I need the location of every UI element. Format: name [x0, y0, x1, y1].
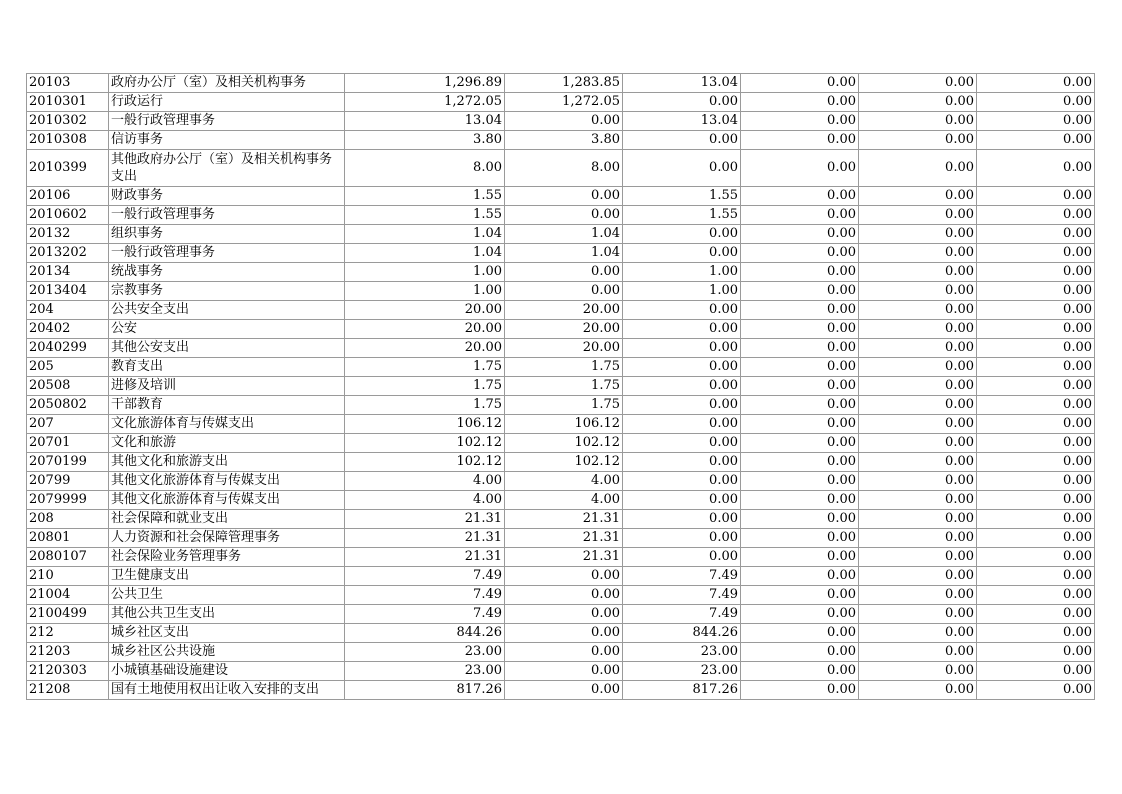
- cell-amount-2: 1,283.85: [505, 74, 623, 93]
- cell-amount-6: 0.00: [977, 112, 1095, 131]
- cell-amount-5: 0.00: [859, 605, 977, 624]
- cell-amount-6: 0.00: [977, 225, 1095, 244]
- cell-amount-5: 0.00: [859, 320, 977, 339]
- cell-name: 行政运行: [109, 93, 345, 112]
- budget-table: [26, 73, 1095, 700]
- cell-amount-2: 1.75: [505, 377, 623, 396]
- cell-code: 2013404: [27, 282, 109, 301]
- cell-amount-1: 1.75: [345, 377, 505, 396]
- cell-code: 21203: [27, 643, 109, 662]
- cell-name: 教育支出: [109, 358, 345, 377]
- cell-name: 社会保险业务管理事务: [109, 548, 345, 567]
- cell-amount-1: 7.49: [345, 586, 505, 605]
- cell-amount-2: 0.00: [505, 567, 623, 586]
- table-row: [27, 150, 1095, 187]
- cell-amount-3: 0.00: [623, 377, 741, 396]
- cell-amount-5: 0.00: [859, 624, 977, 643]
- cell-amount-3: 23.00: [623, 662, 741, 681]
- cell-amount-1: 8.00: [345, 150, 505, 187]
- cell-code: 21208: [27, 681, 109, 700]
- cell-name: 其他政府办公厅（室）及相关机构事务支出: [109, 150, 345, 187]
- cell-amount-3: 0.00: [623, 358, 741, 377]
- cell-code: 2080107: [27, 548, 109, 567]
- table-row: [27, 472, 1095, 491]
- cell-code: 20799: [27, 472, 109, 491]
- cell-amount-6: 0.00: [977, 358, 1095, 377]
- cell-amount-1: 4.00: [345, 491, 505, 510]
- table-row: [27, 263, 1095, 282]
- cell-amount-3: 7.49: [623, 605, 741, 624]
- cell-amount-3: 0.00: [623, 415, 741, 434]
- cell-amount-2: 8.00: [505, 150, 623, 187]
- cell-amount-5: 0.00: [859, 263, 977, 282]
- cell-amount-4: 0.00: [741, 225, 859, 244]
- cell-name: 信访事务: [109, 131, 345, 150]
- cell-amount-1: 106.12: [345, 415, 505, 434]
- cell-amount-2: 21.31: [505, 510, 623, 529]
- cell-amount-1: 21.31: [345, 510, 505, 529]
- cell-amount-4: 0.00: [741, 112, 859, 131]
- cell-amount-4: 0.00: [741, 263, 859, 282]
- cell-amount-1: 1.00: [345, 263, 505, 282]
- table-row: [27, 434, 1095, 453]
- cell-code: 2079999: [27, 491, 109, 510]
- table-row: [27, 282, 1095, 301]
- cell-name: 国有土地使用权出让收入安排的支出: [109, 681, 345, 700]
- cell-amount-6: 0.00: [977, 681, 1095, 700]
- table-row: [27, 244, 1095, 263]
- cell-amount-4: 0.00: [741, 74, 859, 93]
- cell-amount-4: 0.00: [741, 282, 859, 301]
- cell-code: 207: [27, 415, 109, 434]
- cell-amount-2: 0.00: [505, 662, 623, 681]
- cell-amount-3: 0.00: [623, 150, 741, 187]
- cell-amount-6: 0.00: [977, 586, 1095, 605]
- cell-amount-2: 21.31: [505, 529, 623, 548]
- cell-amount-1: 13.04: [345, 112, 505, 131]
- cell-amount-6: 0.00: [977, 434, 1095, 453]
- cell-amount-4: 0.00: [741, 244, 859, 263]
- cell-amount-1: 3.80: [345, 131, 505, 150]
- cell-amount-4: 0.00: [741, 415, 859, 434]
- cell-amount-4: 0.00: [741, 339, 859, 358]
- cell-amount-1: 1.75: [345, 358, 505, 377]
- cell-amount-3: 0.00: [623, 548, 741, 567]
- cell-amount-4: 0.00: [741, 510, 859, 529]
- cell-amount-1: 1.75: [345, 396, 505, 415]
- cell-code: 205: [27, 358, 109, 377]
- cell-amount-6: 0.00: [977, 187, 1095, 206]
- cell-amount-6: 0.00: [977, 282, 1095, 301]
- cell-code: 2010308: [27, 131, 109, 150]
- cell-name: 人力资源和社会保障管理事务: [109, 529, 345, 548]
- cell-amount-1: 102.12: [345, 434, 505, 453]
- cell-amount-2: 0.00: [505, 643, 623, 662]
- cell-amount-5: 0.00: [859, 453, 977, 472]
- cell-amount-2: 0.00: [505, 624, 623, 643]
- cell-name: 小城镇基础设施建设: [109, 662, 345, 681]
- cell-amount-3: 13.04: [623, 74, 741, 93]
- cell-amount-5: 0.00: [859, 377, 977, 396]
- cell-amount-1: 7.49: [345, 567, 505, 586]
- table-row: [27, 548, 1095, 567]
- table-row: [27, 93, 1095, 112]
- cell-amount-5: 0.00: [859, 472, 977, 491]
- cell-amount-5: 0.00: [859, 339, 977, 358]
- cell-amount-5: 0.00: [859, 510, 977, 529]
- cell-code: 208: [27, 510, 109, 529]
- cell-amount-6: 0.00: [977, 244, 1095, 263]
- cell-amount-6: 0.00: [977, 131, 1095, 150]
- cell-name: 文化旅游体育与传媒支出: [109, 415, 345, 434]
- cell-amount-6: 0.00: [977, 74, 1095, 93]
- cell-amount-4: 0.00: [741, 320, 859, 339]
- cell-amount-5: 0.00: [859, 93, 977, 112]
- cell-amount-1: 817.26: [345, 681, 505, 700]
- cell-amount-5: 0.00: [859, 131, 977, 150]
- cell-amount-3: 0.00: [623, 320, 741, 339]
- cell-code: 20801: [27, 529, 109, 548]
- table-row: [27, 643, 1095, 662]
- cell-amount-4: 0.00: [741, 301, 859, 320]
- cell-amount-3: 0.00: [623, 434, 741, 453]
- cell-amount-1: 23.00: [345, 662, 505, 681]
- cell-name: 城乡社区支出: [109, 624, 345, 643]
- cell-amount-2: 0.00: [505, 263, 623, 282]
- table-row: [27, 586, 1095, 605]
- cell-amount-5: 0.00: [859, 643, 977, 662]
- cell-amount-4: 0.00: [741, 643, 859, 662]
- cell-amount-5: 0.00: [859, 225, 977, 244]
- cell-amount-6: 0.00: [977, 662, 1095, 681]
- cell-code: 2070199: [27, 453, 109, 472]
- cell-amount-5: 0.00: [859, 491, 977, 510]
- cell-amount-6: 0.00: [977, 529, 1095, 548]
- cell-amount-5: 0.00: [859, 150, 977, 187]
- cell-amount-6: 0.00: [977, 510, 1095, 529]
- cell-name: 宗教事务: [109, 282, 345, 301]
- table-row: [27, 301, 1095, 320]
- cell-amount-5: 0.00: [859, 415, 977, 434]
- cell-amount-4: 0.00: [741, 624, 859, 643]
- cell-code: 210: [27, 567, 109, 586]
- cell-code: 20106: [27, 187, 109, 206]
- cell-amount-1: 1.04: [345, 244, 505, 263]
- table-row: [27, 320, 1095, 339]
- cell-amount-1: 102.12: [345, 453, 505, 472]
- cell-amount-6: 0.00: [977, 150, 1095, 187]
- cell-amount-4: 0.00: [741, 131, 859, 150]
- cell-name: 公安: [109, 320, 345, 339]
- cell-amount-2: 1.75: [505, 396, 623, 415]
- cell-name: 其他公共卫生支出: [109, 605, 345, 624]
- cell-name: 公共卫生: [109, 586, 345, 605]
- cell-amount-4: 0.00: [741, 586, 859, 605]
- cell-amount-3: 7.49: [623, 567, 741, 586]
- cell-amount-3: 0.00: [623, 453, 741, 472]
- cell-amount-2: 102.12: [505, 434, 623, 453]
- cell-amount-5: 0.00: [859, 396, 977, 415]
- cell-name: 其他文化旅游体育与传媒支出: [109, 472, 345, 491]
- cell-amount-2: 20.00: [505, 301, 623, 320]
- cell-amount-5: 0.00: [859, 301, 977, 320]
- cell-amount-4: 0.00: [741, 529, 859, 548]
- cell-amount-3: 1.55: [623, 187, 741, 206]
- cell-amount-1: 1.55: [345, 187, 505, 206]
- cell-amount-6: 0.00: [977, 491, 1095, 510]
- cell-amount-2: 0.00: [505, 681, 623, 700]
- cell-amount-6: 0.00: [977, 339, 1095, 358]
- cell-name: 政府办公厅（室）及相关机构事务: [109, 74, 345, 93]
- cell-code: 212: [27, 624, 109, 643]
- cell-name: 一般行政管理事务: [109, 206, 345, 225]
- cell-amount-3: 0.00: [623, 491, 741, 510]
- cell-amount-3: 817.26: [623, 681, 741, 700]
- cell-code: 204: [27, 301, 109, 320]
- cell-amount-4: 0.00: [741, 206, 859, 225]
- cell-amount-3: 23.00: [623, 643, 741, 662]
- table-row: [27, 453, 1095, 472]
- table-row: [27, 131, 1095, 150]
- cell-name: 进修及培训: [109, 377, 345, 396]
- cell-amount-6: 0.00: [977, 548, 1095, 567]
- cell-name: 文化和旅游: [109, 434, 345, 453]
- cell-amount-2: 1.04: [505, 244, 623, 263]
- cell-amount-6: 0.00: [977, 396, 1095, 415]
- cell-code: 2013202: [27, 244, 109, 263]
- cell-amount-6: 0.00: [977, 472, 1095, 491]
- cell-amount-3: 844.26: [623, 624, 741, 643]
- cell-amount-5: 0.00: [859, 529, 977, 548]
- cell-code: 2010301: [27, 93, 109, 112]
- table-row: [27, 529, 1095, 548]
- cell-name: 干部教育: [109, 396, 345, 415]
- table-row: [27, 187, 1095, 206]
- cell-amount-6: 0.00: [977, 624, 1095, 643]
- cell-amount-3: 1.00: [623, 282, 741, 301]
- table-row: [27, 112, 1095, 131]
- cell-amount-1: 20.00: [345, 339, 505, 358]
- table-row: [27, 567, 1095, 586]
- table-row: [27, 396, 1095, 415]
- cell-amount-6: 0.00: [977, 415, 1095, 434]
- cell-amount-3: 13.04: [623, 112, 741, 131]
- cell-amount-6: 0.00: [977, 643, 1095, 662]
- cell-amount-2: 0.00: [505, 206, 623, 225]
- cell-code: 2010602: [27, 206, 109, 225]
- cell-amount-1: 4.00: [345, 472, 505, 491]
- cell-amount-5: 0.00: [859, 187, 977, 206]
- cell-name: 一般行政管理事务: [109, 244, 345, 263]
- cell-amount-1: 844.26: [345, 624, 505, 643]
- cell-code: 2010399: [27, 150, 109, 187]
- cell-amount-3: 0.00: [623, 396, 741, 415]
- cell-name: 社会保障和就业支出: [109, 510, 345, 529]
- cell-amount-2: 20.00: [505, 320, 623, 339]
- cell-amount-5: 0.00: [859, 567, 977, 586]
- cell-name: 组织事务: [109, 225, 345, 244]
- cell-amount-4: 0.00: [741, 491, 859, 510]
- cell-amount-2: 0.00: [505, 112, 623, 131]
- cell-code: 20103: [27, 74, 109, 93]
- cell-amount-6: 0.00: [977, 263, 1095, 282]
- cell-code: 21004: [27, 586, 109, 605]
- cell-amount-1: 20.00: [345, 320, 505, 339]
- cell-amount-3: 0.00: [623, 472, 741, 491]
- cell-name: 公共安全支出: [109, 301, 345, 320]
- cell-amount-3: 0.00: [623, 225, 741, 244]
- cell-amount-4: 0.00: [741, 187, 859, 206]
- table-row: [27, 491, 1095, 510]
- cell-amount-4: 0.00: [741, 358, 859, 377]
- cell-name: 一般行政管理事务: [109, 112, 345, 131]
- cell-amount-2: 1.04: [505, 225, 623, 244]
- table-row: [27, 339, 1095, 358]
- cell-amount-3: 0.00: [623, 131, 741, 150]
- cell-amount-6: 0.00: [977, 206, 1095, 225]
- cell-code: 2010302: [27, 112, 109, 131]
- cell-code: 2120303: [27, 662, 109, 681]
- cell-amount-2: 4.00: [505, 491, 623, 510]
- cell-amount-5: 0.00: [859, 662, 977, 681]
- table-row: [27, 510, 1095, 529]
- cell-amount-2: 102.12: [505, 453, 623, 472]
- cell-amount-5: 0.00: [859, 681, 977, 700]
- cell-amount-3: 0.00: [623, 244, 741, 263]
- cell-amount-1: 20.00: [345, 301, 505, 320]
- cell-amount-5: 0.00: [859, 434, 977, 453]
- cell-amount-1: 1.55: [345, 206, 505, 225]
- cell-code: 2040299: [27, 339, 109, 358]
- cell-amount-4: 0.00: [741, 453, 859, 472]
- cell-amount-4: 0.00: [741, 605, 859, 624]
- table-row: [27, 206, 1095, 225]
- cell-amount-1: 1,296.89: [345, 74, 505, 93]
- cell-amount-2: 106.12: [505, 415, 623, 434]
- table-row: [27, 662, 1095, 681]
- cell-amount-2: 0.00: [505, 282, 623, 301]
- cell-amount-3: 0.00: [623, 339, 741, 358]
- cell-amount-6: 0.00: [977, 320, 1095, 339]
- cell-code: 2050802: [27, 396, 109, 415]
- cell-code: 20132: [27, 225, 109, 244]
- cell-amount-4: 0.00: [741, 434, 859, 453]
- cell-code: 20134: [27, 263, 109, 282]
- cell-amount-4: 0.00: [741, 662, 859, 681]
- table-row: [27, 225, 1095, 244]
- cell-amount-1: 7.49: [345, 605, 505, 624]
- cell-amount-5: 0.00: [859, 358, 977, 377]
- cell-amount-1: 1.00: [345, 282, 505, 301]
- table-row: [27, 74, 1095, 93]
- cell-amount-4: 0.00: [741, 150, 859, 187]
- cell-amount-3: 1.00: [623, 263, 741, 282]
- cell-name: 财政事务: [109, 187, 345, 206]
- cell-amount-3: 0.00: [623, 93, 741, 112]
- cell-amount-6: 0.00: [977, 605, 1095, 624]
- cell-amount-6: 0.00: [977, 377, 1095, 396]
- cell-amount-6: 0.00: [977, 567, 1095, 586]
- table-row: [27, 624, 1095, 643]
- cell-amount-3: 0.00: [623, 510, 741, 529]
- cell-code: 2100499: [27, 605, 109, 624]
- table-row: [27, 415, 1095, 434]
- cell-amount-5: 0.00: [859, 282, 977, 301]
- cell-amount-6: 0.00: [977, 301, 1095, 320]
- cell-amount-5: 0.00: [859, 206, 977, 225]
- cell-amount-2: 0.00: [505, 187, 623, 206]
- cell-amount-5: 0.00: [859, 112, 977, 131]
- cell-amount-2: 4.00: [505, 472, 623, 491]
- cell-amount-4: 0.00: [741, 567, 859, 586]
- table-row: [27, 605, 1095, 624]
- cell-amount-6: 0.00: [977, 93, 1095, 112]
- cell-amount-3: 0.00: [623, 301, 741, 320]
- cell-amount-1: 1,272.05: [345, 93, 505, 112]
- cell-amount-3: 1.55: [623, 206, 741, 225]
- cell-name: 卫生健康支出: [109, 567, 345, 586]
- cell-amount-4: 0.00: [741, 396, 859, 415]
- cell-amount-1: 21.31: [345, 529, 505, 548]
- cell-amount-2: 0.00: [505, 605, 623, 624]
- cell-amount-5: 0.00: [859, 586, 977, 605]
- cell-code: 20701: [27, 434, 109, 453]
- cell-amount-4: 0.00: [741, 377, 859, 396]
- cell-amount-2: 3.80: [505, 131, 623, 150]
- table-row: [27, 377, 1095, 396]
- cell-amount-2: 0.00: [505, 586, 623, 605]
- cell-name: 城乡社区公共设施: [109, 643, 345, 662]
- table-row: [27, 681, 1095, 700]
- cell-name: 其他文化旅游体育与传媒支出: [109, 491, 345, 510]
- cell-code: 20508: [27, 377, 109, 396]
- cell-name: 其他文化和旅游支出: [109, 453, 345, 472]
- table-body: [27, 74, 1095, 700]
- cell-amount-5: 0.00: [859, 244, 977, 263]
- cell-amount-4: 0.00: [741, 472, 859, 491]
- cell-amount-1: 23.00: [345, 643, 505, 662]
- cell-amount-6: 0.00: [977, 453, 1095, 472]
- cell-amount-1: 21.31: [345, 548, 505, 567]
- cell-name: 统战事务: [109, 263, 345, 282]
- cell-amount-5: 0.00: [859, 74, 977, 93]
- cell-amount-2: 21.31: [505, 548, 623, 567]
- cell-amount-5: 0.00: [859, 548, 977, 567]
- cell-amount-4: 0.00: [741, 681, 859, 700]
- cell-amount-3: 7.49: [623, 586, 741, 605]
- cell-amount-2: 1.75: [505, 358, 623, 377]
- cell-name: 其他公安支出: [109, 339, 345, 358]
- table-row: [27, 358, 1095, 377]
- cell-amount-2: 1,272.05: [505, 93, 623, 112]
- cell-amount-2: 20.00: [505, 339, 623, 358]
- cell-amount-3: 0.00: [623, 529, 741, 548]
- cell-amount-1: 1.04: [345, 225, 505, 244]
- cell-amount-4: 0.00: [741, 548, 859, 567]
- cell-code: 20402: [27, 320, 109, 339]
- cell-amount-4: 0.00: [741, 93, 859, 112]
